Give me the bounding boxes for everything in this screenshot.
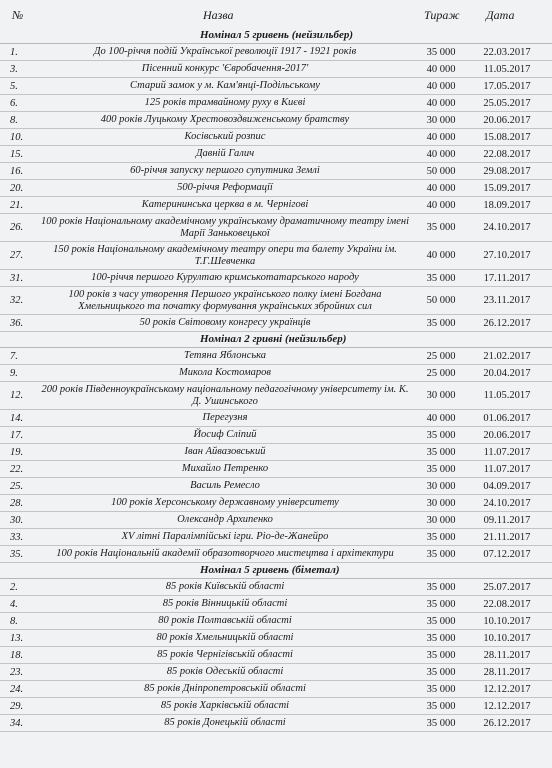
table-row [0, 44, 552, 61]
row-number: 23. [10, 666, 24, 678]
table-row [0, 287, 552, 315]
row-mintage: 35 000 [426, 463, 456, 475]
table-row [0, 61, 552, 78]
row-name: Михайло Петренко [181, 463, 269, 474]
row-date: 11.05.2017 [483, 63, 531, 75]
row-number: 28. [10, 497, 24, 509]
row-mintage: 35 000 [426, 581, 456, 593]
row-mintage: 35 000 [426, 666, 456, 678]
row-number: 16. [10, 165, 24, 177]
row-mintage: 35 000 [426, 548, 456, 560]
row-date: 20.04.2017 [483, 367, 531, 379]
row-date: 04.09.2017 [483, 480, 531, 492]
row-name: 85 років Дніпропетровській області [144, 683, 306, 694]
row-mintage: 35 000 [426, 531, 456, 543]
row-mintage: 30 000 [426, 114, 456, 126]
row-mintage: 35 000 [426, 700, 456, 712]
table-row [0, 242, 552, 270]
row-date: 11.07.2017 [483, 446, 531, 458]
row-name: 100-річчя першого Курултаю кримськотатарського народу [91, 272, 359, 283]
table-row [0, 715, 552, 732]
row-name: 100 років Національному академічному українському драматичному театру імені Марії Заньковецької [40, 215, 410, 239]
row-name: 60-річчя запуску першого супутника Землі [130, 165, 320, 176]
row-name: Перегузня [202, 412, 248, 423]
table-row [0, 546, 552, 563]
row-number: 34. [10, 717, 24, 729]
table-row [0, 664, 552, 681]
row-date: 22.03.2017 [483, 46, 531, 58]
row-mintage: 30 000 [426, 390, 456, 401]
row-date: 09.11.2017 [483, 514, 531, 526]
table-row [0, 197, 552, 214]
row-name: 85 років Одеській області [166, 666, 284, 677]
row-number: 30. [10, 514, 24, 526]
row-mintage: 40 000 [426, 412, 456, 424]
row-mintage: 40 000 [426, 199, 456, 211]
row-mintage: 25 000 [426, 350, 456, 362]
row-mintage: 35 000 [426, 429, 456, 441]
row-number: 35. [10, 548, 24, 560]
row-number: 27. [10, 250, 24, 261]
row-date: 21.11.2017 [483, 531, 531, 543]
row-number: 19. [10, 446, 24, 458]
row-date: 10.10.2017 [483, 632, 531, 644]
row-name: Іван Айвазовський [184, 446, 266, 457]
row-name: 80 років Хмельницькій області [156, 632, 294, 643]
row-date: 07.12.2017 [483, 548, 531, 560]
section-title: Номінал 5 гривень (нейзильбер) [0, 28, 552, 44]
row-number: 9. [10, 367, 18, 379]
row-mintage: 35 000 [426, 222, 456, 233]
row-name: 150 років Національному академічному театру опери та балету України ім. Т.Г.Шевченка [53, 243, 397, 267]
table-row [0, 270, 552, 287]
row-number: 1. [10, 46, 18, 58]
row-number: 31. [10, 272, 24, 284]
table-row [0, 613, 552, 630]
row-number: 24. [10, 683, 24, 695]
table-row [0, 444, 552, 461]
row-date: 17.05.2017 [483, 80, 531, 92]
row-number: 15. [10, 148, 24, 160]
row-name: 200 років Південноукраїнському національному педагогічному університету ім. К. Д. Ушинського [41, 383, 409, 407]
header-number: № [12, 8, 24, 22]
row-date: 11.07.2017 [483, 463, 531, 475]
row-name: 80 років Полтавській області [158, 615, 292, 626]
table-row [0, 512, 552, 529]
row-name: Тетяна Яблонська [183, 350, 267, 361]
row-name: Катерининська церква в м. Чернігові [141, 199, 309, 210]
row-date: 25.05.2017 [483, 97, 531, 109]
row-name: 85 років Харківській області [160, 700, 290, 711]
row-date: 18.09.2017 [483, 199, 531, 211]
row-date: 11.05.2017 [483, 390, 531, 401]
table-row [0, 630, 552, 647]
row-number: 2. [10, 581, 18, 593]
row-date: 24.10.2017 [483, 497, 531, 509]
section-title: Номінал 5 гривень (біметал) [0, 563, 552, 579]
row-mintage: 35 000 [426, 317, 456, 329]
row-number: 20. [10, 182, 24, 194]
row-mintage: 35 000 [426, 615, 456, 627]
row-number: 4. [10, 598, 18, 610]
row-name: Косівський розпис [184, 131, 266, 142]
table-row [0, 78, 552, 95]
row-number: 5. [10, 80, 18, 92]
row-mintage: 35 000 [426, 598, 456, 610]
row-name: 100 років з часу утворення Першого українського полку імені Богдана Хмельницького та початку формування українських збройних сил [68, 288, 382, 312]
row-mintage: 50 000 [426, 165, 456, 177]
row-date: 25.07.2017 [483, 581, 531, 593]
row-mintage: 35 000 [426, 649, 456, 661]
row-mintage: 40 000 [426, 148, 456, 160]
row-mintage: 35 000 [426, 632, 456, 644]
row-number: 36. [10, 317, 24, 329]
row-mintage: 40 000 [426, 97, 456, 109]
row-name: Старий замок у м. Кам'янці-Подільському [130, 80, 320, 91]
row-number: 32. [10, 295, 24, 306]
row-date: 26.12.2017 [483, 317, 531, 329]
row-mintage: 30 000 [426, 514, 456, 526]
table-row [0, 365, 552, 382]
row-date: 15.09.2017 [483, 182, 531, 194]
row-number: 12. [10, 390, 24, 401]
row-name: XV літні Паралімпійські ігри. Ріо-де-Жанейро [121, 531, 329, 542]
row-date: 22.08.2017 [483, 148, 531, 160]
row-mintage: 30 000 [426, 497, 456, 509]
row-mintage: 40 000 [426, 80, 456, 92]
row-name: До 100-річчя подій Української революції 1917 - 1921 років [93, 46, 357, 57]
row-mintage: 35 000 [426, 683, 456, 695]
table-row [0, 495, 552, 512]
row-name: 50 років Світовому конгресу українців [139, 317, 311, 328]
row-date: 27.10.2017 [483, 250, 531, 261]
row-mintage: 40 000 [426, 250, 456, 261]
row-number: 8. [10, 114, 18, 126]
header-date: Дата [486, 8, 515, 22]
row-date: 23.11.2017 [483, 295, 531, 306]
row-mintage: 30 000 [426, 480, 456, 492]
row-date: 10.10.2017 [483, 615, 531, 627]
row-date: 01.06.2017 [483, 412, 531, 424]
table-row [0, 427, 552, 444]
table-row [0, 596, 552, 613]
row-mintage: 35 000 [426, 272, 456, 284]
row-number: 33. [10, 531, 24, 543]
row-mintage: 35 000 [426, 46, 456, 58]
header-name: Назва [203, 8, 234, 22]
table-row [0, 698, 552, 715]
row-date: 17.11.2017 [483, 272, 531, 284]
row-mintage: 40 000 [426, 182, 456, 194]
table-row [0, 348, 552, 365]
section-title: Номінал 2 гривні (нейзильбер) [0, 332, 552, 348]
row-number: 22. [10, 463, 24, 475]
row-name: Микола Костомаров [178, 367, 271, 378]
row-mintage: 40 000 [426, 131, 456, 143]
table-row [0, 315, 552, 332]
row-number: 10. [10, 131, 24, 143]
row-name: 100 років Національній академії образотворчого мистецтва і архітектури [56, 548, 394, 559]
row-date: 24.10.2017 [483, 222, 531, 233]
row-name: Йосиф Сліпий [193, 429, 257, 440]
row-number: 8. [10, 615, 18, 627]
row-number: 14. [10, 412, 24, 424]
table-row [0, 146, 552, 163]
row-name: 100 років Херсонському державному університету [111, 497, 339, 508]
row-number: 13. [10, 632, 24, 644]
row-name: 85 років Київській області [165, 581, 285, 592]
row-date: 21.02.2017 [483, 350, 531, 362]
row-date: 20.06.2017 [483, 114, 531, 126]
table-row [0, 180, 552, 197]
row-number: 26. [10, 222, 24, 233]
row-mintage: 50 000 [426, 295, 456, 306]
row-number: 3. [10, 63, 18, 75]
table-row [0, 129, 552, 146]
table-row [0, 478, 552, 495]
table-row [0, 529, 552, 546]
row-name: 85 років Донецькій області [164, 717, 286, 728]
row-number: 18. [10, 649, 24, 661]
row-date: 28.11.2017 [483, 649, 531, 661]
row-name: 85 років Чернігівській області [157, 649, 293, 660]
row-name: Пісенний конкурс 'Євробачення-2017' [141, 63, 309, 74]
row-date: 22.08.2017 [483, 598, 531, 610]
row-name: 85 років Вінницькій області [162, 598, 288, 609]
table-row [0, 579, 552, 596]
row-number: 17. [10, 429, 24, 441]
table-row [0, 461, 552, 478]
row-name: 400 років Луцькому Хрестовоздвиженському братству [100, 114, 350, 125]
row-mintage: 25 000 [426, 367, 456, 379]
row-name: 500-річчя Реформації [177, 182, 273, 193]
row-date: 20.06.2017 [483, 429, 531, 441]
row-number: 7. [10, 350, 18, 362]
header-mintage: Тираж [424, 8, 460, 22]
row-date: 12.12.2017 [483, 700, 531, 712]
row-date: 12.12.2017 [483, 683, 531, 695]
table-row [0, 95, 552, 112]
row-name: 125 років трамвайному руху в Києві [144, 97, 306, 108]
row-mintage: 40 000 [426, 63, 456, 75]
row-name: Василь Ремесло [190, 480, 260, 491]
row-mintage: 35 000 [426, 446, 456, 458]
table-row [0, 647, 552, 664]
row-name: Давній Галич [195, 148, 255, 159]
row-date: 26.12.2017 [483, 717, 531, 729]
table-body [0, 28, 552, 732]
row-mintage: 35 000 [426, 717, 456, 729]
table-header [0, 8, 552, 28]
row-number: 6. [10, 97, 18, 109]
row-date: 28.11.2017 [483, 666, 531, 678]
row-number: 29. [10, 700, 24, 712]
table-row [0, 681, 552, 698]
table-row [0, 112, 552, 129]
row-number: 21. [10, 199, 24, 211]
row-date: 15.08.2017 [483, 131, 531, 143]
row-date: 29.08.2017 [483, 165, 531, 177]
table-row [0, 410, 552, 427]
table-row [0, 382, 552, 410]
row-name: Олександр Архипенко [177, 514, 273, 525]
table-row [0, 163, 552, 180]
row-number: 25. [10, 480, 24, 492]
table-row [0, 214, 552, 242]
